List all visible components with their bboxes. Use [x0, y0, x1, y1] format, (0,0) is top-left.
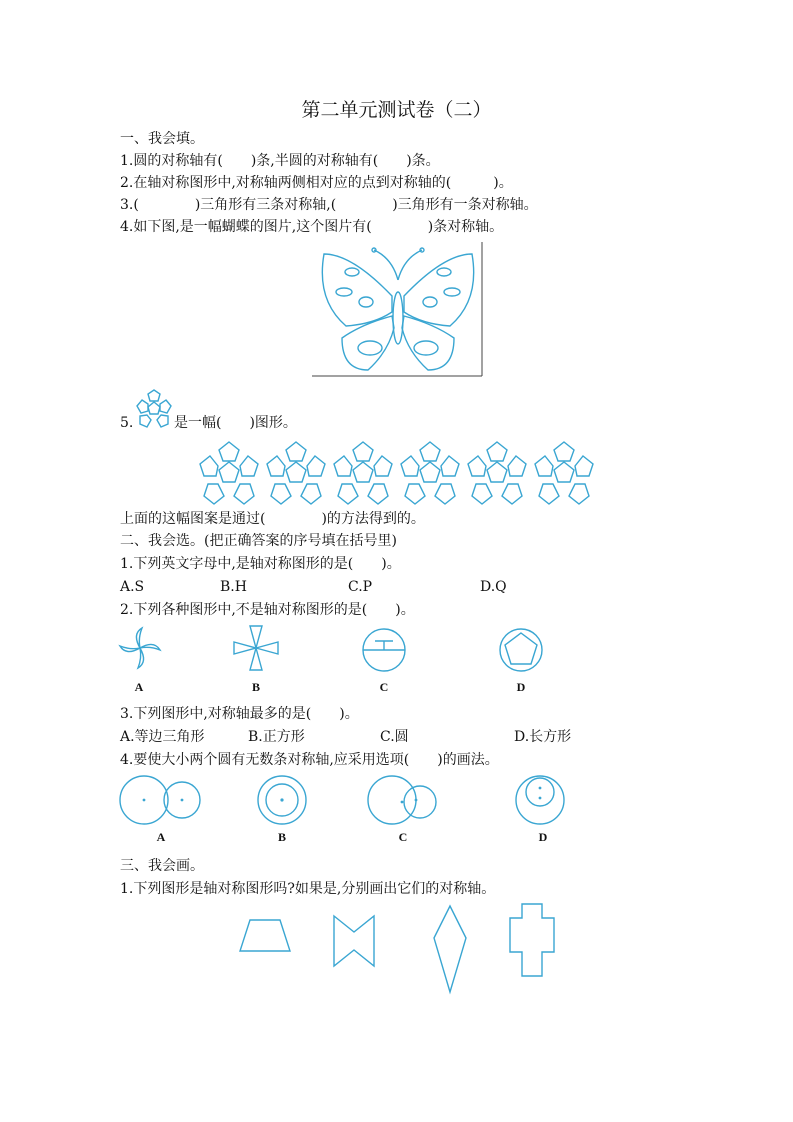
s1-question-3: 3.( )三角形有三条对称轴,( )三角形有一条对称轴。: [120, 197, 538, 213]
s1-question-2: 2.在轴对称图形中,对称轴两侧相对应的点到对称轴的( )。: [120, 175, 513, 191]
s3-question-1: 1.下列图形是轴对称图形吗?如果是,分别画出它们的对称轴。: [120, 881, 496, 897]
pinwheel-shape: [118, 626, 162, 670]
s2-q1-option-b: B.H: [220, 579, 247, 595]
s1-question-1: 1.圆的对称轴有( )条,半圆的对称轴有( )条。: [120, 153, 440, 169]
s2-q4-label-d: D: [538, 830, 548, 844]
s2-question-3: 3.下列图形中,对称轴最多的是( )。: [120, 706, 359, 722]
butterfly-figure: [312, 240, 484, 378]
kite-shape: [432, 904, 468, 994]
s2-q4-label-b: B: [277, 830, 286, 844]
circle-with-symbol-shape: [361, 627, 407, 673]
s1-question-5-suffix: 是一幅( )图形。: [174, 415, 297, 431]
cross-shape: [508, 902, 556, 978]
bowtie-cross-shape: [232, 624, 280, 672]
pentagon-pattern: [196, 440, 600, 508]
s2-q1-option-c: C.P: [348, 579, 373, 595]
s2-q4-label-a: A: [156, 830, 166, 844]
s2-q2-label-b: B: [251, 680, 260, 694]
circles-option-a: [118, 774, 204, 826]
pentagon-in-circle-shape: [498, 627, 544, 673]
s2-question-2: 2.下列各种图形中,不是轴对称图形的是( )。: [120, 602, 415, 618]
s2-q4-label-c: C: [398, 830, 408, 844]
s2-q3-option-d: D.长方形: [514, 729, 572, 745]
bowtie-rectangle-shape: [332, 914, 376, 968]
s2-question-1: 1.下列英文字母中,是轴对称图形的是( )。: [120, 556, 401, 572]
section1-heading: 一、我会填。: [120, 131, 204, 147]
s1-question-5-prefix: 5.: [120, 415, 134, 431]
s2-q3-option-a: A.等边三角形: [120, 729, 205, 745]
s2-q2-label-d: D: [516, 680, 526, 694]
s1-question-5-followup: 上面的这幅图案是通过( )的方法得到的。: [120, 511, 425, 527]
section3-heading: 三、我会画。: [120, 858, 204, 874]
s2-q3-option-c: C.圆: [380, 729, 409, 745]
s2-q2-label-a: A: [134, 680, 144, 694]
s2-q1-option-a: A.S: [120, 579, 145, 595]
s1-question-4: 4.如下图,是一幅蝴蝶的图片,这个图片有( )条对称轴。: [120, 219, 504, 235]
s2-question-4: 4.要使大小两个圆有无数条对称轴,应采用选项( )的画法。: [120, 752, 499, 768]
trapezoid-shape: [238, 918, 292, 954]
circles-option-d: [514, 772, 566, 826]
s2-q3-option-b: B.正方形: [248, 729, 305, 745]
circles-option-c: [366, 774, 442, 826]
s2-q1-option-d: D.Q: [480, 579, 507, 595]
section2-heading: 二、我会选。(把正确答案的序号填在括号里): [120, 533, 397, 549]
s2-q2-label-c: C: [379, 680, 389, 694]
page-title: 第二单元测试卷（二）: [301, 99, 492, 121]
pentagon-flower-icon: [136, 388, 172, 430]
circles-option-b: [256, 774, 308, 826]
